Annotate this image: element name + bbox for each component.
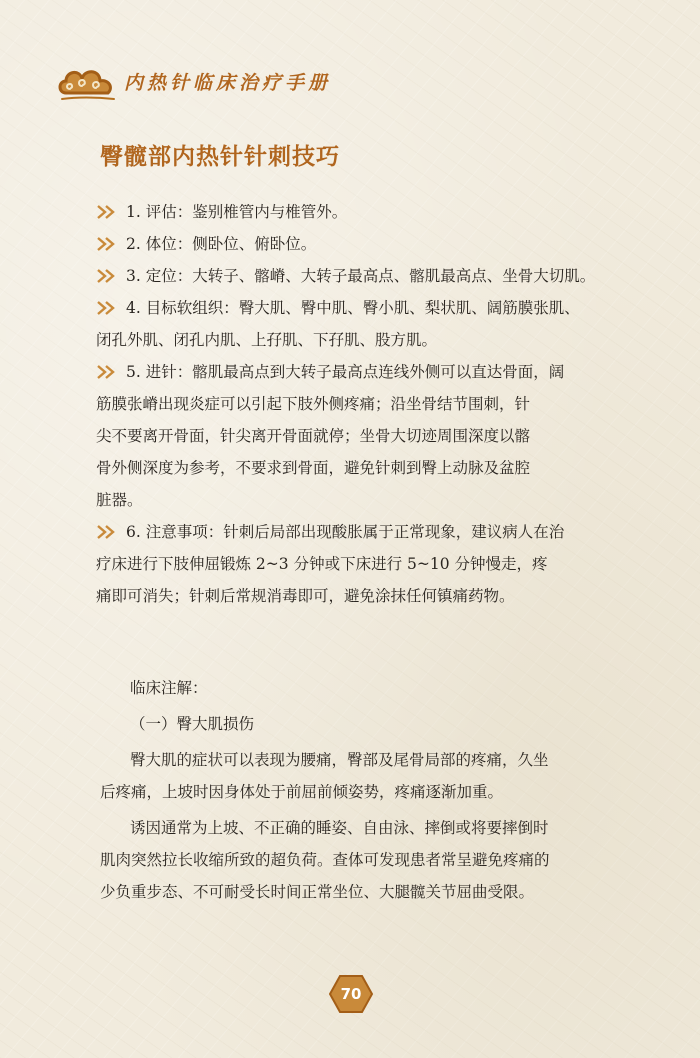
double-chevron-icon [96,364,116,380]
double-chevron-icon [96,236,116,252]
clinical-notes [100,672,616,908]
step-line: 6. 注意事项：针刺后局部出现酸胀属于正常现象，建议病人在治 [126,523,565,541]
step-item [96,292,616,356]
step-line: 1. 评估：鉴别椎管内与椎管外。 [126,203,348,221]
header-title: 内热针临床治疗手册 [124,71,332,94]
notes-subtitle: （一）臀大肌损伤 [130,715,255,733]
step-item [96,260,616,292]
double-chevron-icon [96,300,116,316]
paragraph-line: 后疼痛，上坡时因身体处于前屈前倾姿势，疼痛逐渐加重。 [100,783,504,801]
paragraph-line: 少负重步态、不可耐受长时间正常坐位、大腿髋关节屈曲受限。 [100,883,535,901]
step-line: 骨外侧深度为参考，不要求到骨面，避免针刺到臀上动脉及盆腔 [96,459,531,477]
steps-list [96,196,616,612]
step-line: 2. 体位：侧卧位、俯卧位。 [126,235,317,253]
step-item [96,196,616,228]
step-line: 5. 进针：髂肌最高点到大转子最高点连线外侧可以直达骨面，阔 [126,363,565,381]
step-line: 筋膜张嵴出现炎症可以引起下肢外侧疼痛；沿坐骨结节围刺，针 [96,395,531,413]
step-line: 脏器。 [96,491,143,509]
step-line: 痛即可消失；针刺后常规消毒即可，避免涂抹任何镇痛药物。 [96,587,515,605]
step-line: 3. 定位：大转子、髂嵴、大转子最高点、髂肌最高点、坐骨大切肌。 [126,267,596,285]
cloud-ornament-icon [56,59,118,103]
paragraph-line: 诱因通常为上坡、不正确的睡姿、自由泳、摔倒或将要摔倒时 [130,819,549,837]
step-item [96,228,616,260]
page-number: 70 [340,985,362,1003]
double-chevron-icon [96,204,116,220]
step-line: 闭孔外肌、闭孔内肌、上孖肌、下孖肌、股方肌。 [96,331,438,349]
step-item [96,356,616,516]
paragraph-line: 肌肉突然拉长收缩所致的超负荷。查体可发现患者常呈避免疼痛的 [100,851,550,869]
step-item [96,516,616,612]
step-line: 疗床进行下肢伸屈锻炼 2~3 分钟或下床进行 5~10 分钟慢走，疼 [96,555,548,573]
double-chevron-icon [96,268,116,284]
double-chevron-icon [96,524,116,540]
paragraph-line: 臀大肌的症状可以表现为腰痛，臀部及尾骨局部的疼痛，久坐 [130,751,549,769]
step-line: 尖不要离开骨面，针尖离开骨面就停；坐骨大切迹周围深度以髂 [96,427,531,445]
notes-paragraph [100,812,616,908]
section-title: 臀髋部内热针针刺技巧 [100,144,340,170]
notes-paragraphs [100,744,616,908]
running-header [56,56,331,106]
step-line: 4. 目标软组织：臀大肌、臀中肌、臀小肌、梨状肌、阔筋膜张肌、 [126,299,580,317]
notes-label: 临床注解： [130,679,208,697]
notes-paragraph [100,744,616,808]
page-number-badge [329,975,373,1013]
